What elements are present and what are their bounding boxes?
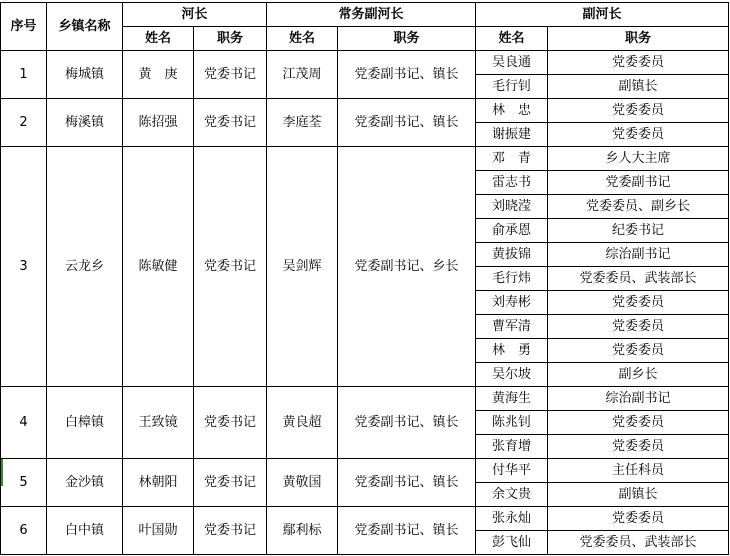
deputy-name-cell: 付华平 <box>476 459 548 483</box>
table-row <box>1 51 729 75</box>
exec-name-cell: 黄敬国 <box>267 459 338 507</box>
town-cell: 白樟镇 <box>47 387 123 459</box>
deputy-position-cell: 副乡长 <box>548 363 729 387</box>
chief-name-cell: 黄 庚 <box>123 51 194 99</box>
town-cell: 梅城镇 <box>47 51 123 99</box>
deputy-name-cell: 林 忠 <box>476 99 548 123</box>
seq-cell: 5 <box>1 459 47 507</box>
exec-name-cell: 李庭荃 <box>267 99 338 147</box>
subheader-chief-position: 职务 <box>194 27 267 51</box>
deputy-position-cell: 党委副书记 <box>548 171 729 195</box>
chief-name-cell: 陈敏健 <box>123 147 194 387</box>
table-body <box>1 51 729 555</box>
exec-position-cell: 党委副书记、镇长 <box>338 99 476 147</box>
deputy-name-cell: 张永灿 <box>476 507 548 531</box>
subheader-deputy-position: 职务 <box>548 27 729 51</box>
chief-position-cell: 党委书记 <box>194 459 267 507</box>
exec-name-cell: 鄢利标 <box>267 507 338 555</box>
chief-name-cell: 陈招强 <box>123 99 194 147</box>
exec-position-cell: 党委副书记、乡长 <box>338 147 476 387</box>
exec-position-cell: 党委副书记、镇长 <box>338 507 476 555</box>
chief-position-cell: 党委书记 <box>194 507 267 555</box>
header-deputy: 副河长 <box>476 3 729 27</box>
seq-cell: 3 <box>1 147 47 387</box>
deputy-name-cell: 俞承恩 <box>476 219 548 243</box>
deputy-position-cell: 党委委员、武装部长 <box>548 531 729 555</box>
header-seq: 序号 <box>1 3 47 51</box>
table-row <box>1 147 729 171</box>
subheader-exec-name: 姓名 <box>267 27 338 51</box>
deputy-position-cell: 党委委员 <box>548 291 729 315</box>
exec-position-cell: 党委副书记、镇长 <box>338 387 476 459</box>
chief-position-cell: 党委书记 <box>194 387 267 459</box>
deputy-name-cell: 谢振建 <box>476 123 548 147</box>
deputy-name-cell: 彭飞仙 <box>476 531 548 555</box>
seq-cell: 2 <box>1 99 47 147</box>
deputy-position-cell: 乡人大主席 <box>548 147 729 171</box>
chief-name-cell: 王致镜 <box>123 387 194 459</box>
deputy-name-cell: 吴尔坡 <box>476 363 548 387</box>
header-town: 乡镇名称 <box>47 3 123 51</box>
deputy-name-cell: 毛行钊 <box>476 75 548 99</box>
exec-name-cell: 江茂周 <box>267 51 338 99</box>
deputy-position-cell: 党委委员、副乡长 <box>548 195 729 219</box>
deputy-position-cell: 副镇长 <box>548 75 729 99</box>
deputy-position-cell: 党委委员 <box>548 435 729 459</box>
town-cell: 梅溪镇 <box>47 99 123 147</box>
deputy-name-cell: 黄海生 <box>476 387 548 411</box>
header-chief: 河长 <box>123 3 267 27</box>
deputy-name-cell: 黄拔锦 <box>476 243 548 267</box>
subheader-chief-name: 姓名 <box>123 27 194 51</box>
deputy-position-cell: 党委委员 <box>548 339 729 363</box>
seq-cell: 6 <box>1 507 47 555</box>
deputy-name-cell: 雷志书 <box>476 171 548 195</box>
deputy-name-cell: 林 勇 <box>476 339 548 363</box>
table-row <box>1 507 729 531</box>
deputy-position-cell: 党委委员 <box>548 315 729 339</box>
deputy-name-cell: 毛行炜 <box>476 267 548 291</box>
town-cell: 云龙乡 <box>47 147 123 387</box>
table-row <box>1 387 729 411</box>
header-exec-deputy: 常务副河长 <box>267 3 476 27</box>
exec-name-cell: 吴剑辉 <box>267 147 338 387</box>
deputy-position-cell: 党委委员 <box>548 51 729 75</box>
exec-name-cell: 黄良超 <box>267 387 338 459</box>
deputy-position-cell: 党委委员 <box>548 99 729 123</box>
deputy-position-cell: 党委委员 <box>548 123 729 147</box>
deputy-name-cell: 张育增 <box>476 435 548 459</box>
deputy-position-cell: 主任科员 <box>548 459 729 483</box>
chief-name-cell: 叶国勋 <box>123 507 194 555</box>
chief-position-cell: 党委书记 <box>194 147 267 387</box>
table-row <box>1 99 729 123</box>
deputy-position-cell: 综治副书记 <box>548 243 729 267</box>
deputy-name-cell: 曹军清 <box>476 315 548 339</box>
deputy-position-cell: 党委委员、武装部长 <box>548 267 729 291</box>
town-cell: 白中镇 <box>47 507 123 555</box>
deputy-position-cell: 党委委员 <box>548 411 729 435</box>
deputy-name-cell: 刘晓滢 <box>476 195 548 219</box>
exec-position-cell: 党委副书记、镇长 <box>338 51 476 99</box>
river-chief-table <box>0 2 729 555</box>
subheader-exec-position: 职务 <box>338 27 476 51</box>
table-row <box>1 459 729 483</box>
exec-position-cell: 党委副书记、镇长 <box>338 459 476 507</box>
deputy-position-cell: 综治副书记 <box>548 387 729 411</box>
subheader-deputy-name: 姓名 <box>476 27 548 51</box>
chief-position-cell: 党委书记 <box>194 51 267 99</box>
chief-position-cell: 党委书记 <box>194 99 267 147</box>
deputy-name-cell: 余文贵 <box>476 483 548 507</box>
deputy-name-cell: 邓 青 <box>476 147 548 171</box>
deputy-position-cell: 副镇长 <box>548 483 729 507</box>
deputy-name-cell: 刘寿彬 <box>476 291 548 315</box>
deputy-position-cell: 纪委书记 <box>548 219 729 243</box>
chief-name-cell: 林朝阳 <box>123 459 194 507</box>
seq-cell: 1 <box>1 51 47 99</box>
town-cell: 金沙镇 <box>47 459 123 507</box>
seq-cell: 4 <box>1 387 47 459</box>
deputy-name-cell: 陈兆钊 <box>476 411 548 435</box>
deputy-position-cell: 党委委员 <box>548 507 729 531</box>
deputy-name-cell: 吴良通 <box>476 51 548 75</box>
